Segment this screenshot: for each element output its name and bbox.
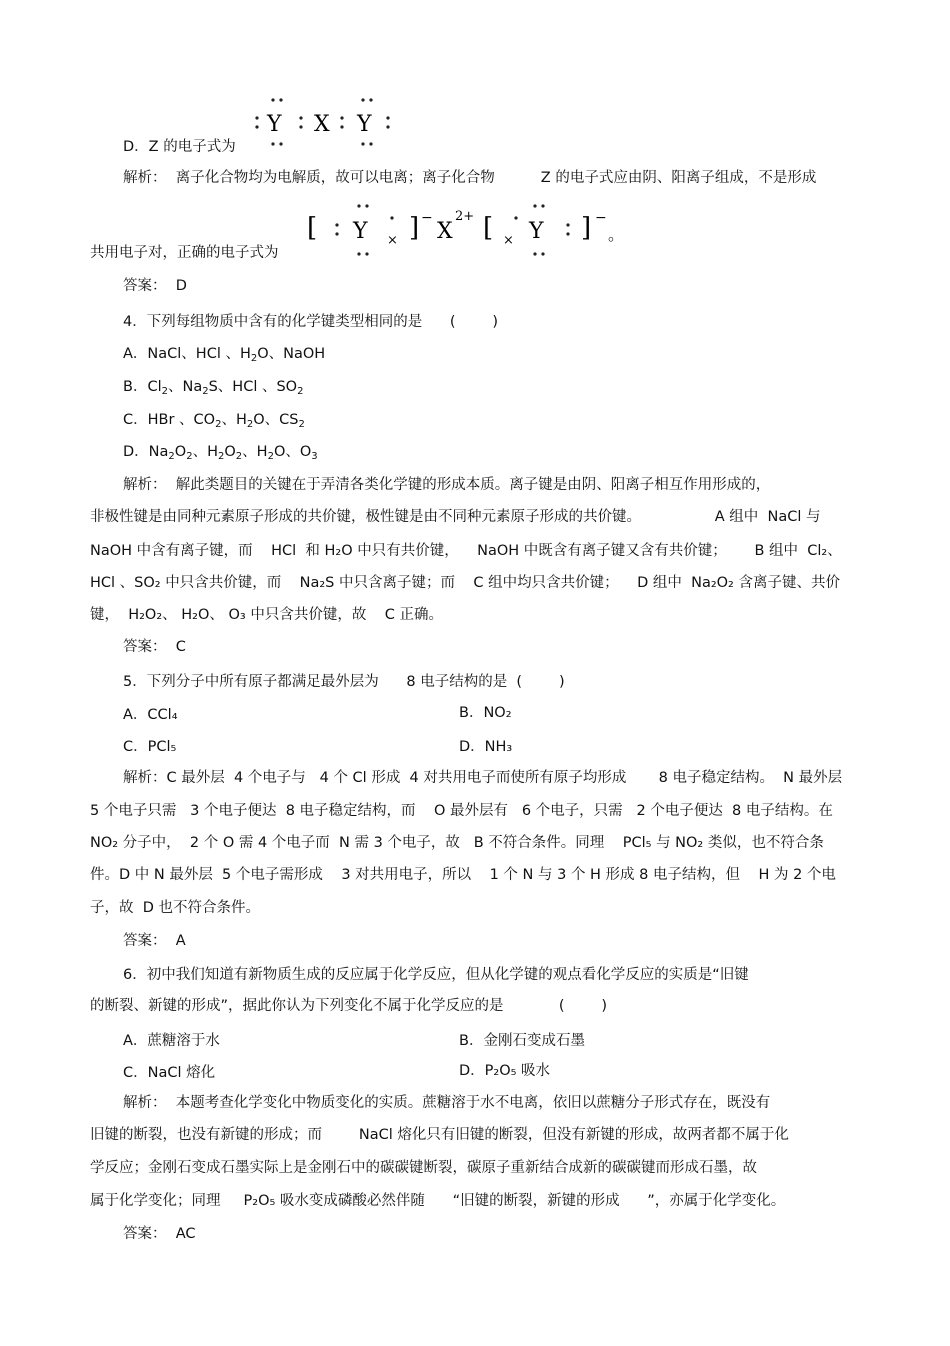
bracket-open-right: [ — [483, 213, 494, 243]
q4-option-c: C．HBr 、$CO_2$、$H_2O$、$CS_2$ — [123, 412, 305, 430]
charge-cation: 2+ — [455, 209, 475, 224]
q5-analysis-line3: NO₂ 分子中， 2 个 O 需 4 个电子而 N 需 3 个电子，故 B 不符合条件。同理 PCl₅ 与 NO₂ 类似，也不符合条 — [90, 835, 824, 851]
q4-analysis-line1: 解析： 解此类题目的关键在于弄清各类化学键的形成本质。离子键是由阴、阳离子相互作用形成的， — [123, 477, 771, 493]
q4-option-d: D．$Na_2O_2$、$H_2O_2$、$H_2O$、$O_3$ — [123, 444, 318, 462]
q6-analysis-line3: 学反应；金刚石变成石墨实际上是金刚石中的碳碳键断裂，碳原子重新结合成新的碳碳键而形成石墨，故 — [90, 1160, 757, 1176]
q4-analysis-line4: HCl 、SO₂ 中只含共价键，而 Na₂S 中只含离子键；而 C 组中均只含共价键； D 组中 Na₂O₂ 含离子键、共价 — [90, 575, 840, 591]
q5-option-a: A．CCl₄ — [123, 707, 178, 723]
q4-stem: 4．下列每组物质中含有的化学键类型相同的是 ( ) — [123, 314, 499, 330]
q6-option-b: B．金刚石变成石墨 — [459, 1033, 585, 1049]
formula-period: 。 — [608, 225, 625, 244]
q4-analysis-line5: 键， H₂O₂、 H₂O、 O₃ 中只含共价键，故 C 正确。 — [90, 607, 444, 623]
q3-option-d: D．Z 的电子式为 — [123, 139, 236, 155]
q6-stem-line2: 的断裂、新键的形成”，据此你认为下列变化不属于化学反应的是 ( ) — [90, 998, 608, 1014]
q4-option-a: A．NaCl、HCl 、$H_2O$、NaOH — [123, 346, 326, 364]
q5-answer: 答案： A — [123, 933, 186, 949]
charge-left: − — [421, 210, 433, 226]
cross-mark-right: × — [503, 233, 514, 248]
q3-analysis-line1: 解析： 离子化合物均为电解质，故可以电离；离子化合物 Z 的电子式应由阴、阳离子组成，不是形成 — [123, 170, 817, 186]
bracket-close-right: ] — [581, 213, 592, 243]
q6-option-a: A．蔗糖溶于水 — [123, 1033, 220, 1049]
q5-stem: 5．下列分子中所有原子都满足最外层为 8 电子结构的是 ( ) — [123, 674, 565, 690]
q6-option-d: D．P₂O₅ 吸水 — [459, 1063, 551, 1079]
formula-x: X — [314, 112, 330, 137]
formula-y-right: Y — [357, 112, 372, 137]
q4-analysis-line2: 非极性键是由同种元素原子形成的共价键，极性键是由不同种元素原子形成的共价键。 A 组中 NaCl 与 — [90, 509, 821, 525]
q5-option-b: B．NO₂ — [459, 705, 512, 721]
formula-y-left: Y — [267, 112, 282, 137]
cross-mark-left: × — [387, 233, 398, 248]
q6-analysis-line4: 属于化学变化；同理 P₂O₅ 吸水变成磷酸必然伴随 “旧键的断裂，新键的形成 ”，亦属于化学变化。 — [90, 1193, 786, 1209]
formula-anion-y-right: Y — [529, 219, 544, 244]
formula-cation-x: X — [437, 219, 453, 244]
charge-right: − — [595, 210, 607, 226]
q6-analysis-line2: 旧键的断裂，也没有新键的形成；而 NaCl 熔化只有旧键的断裂，但没有新键的形成，故两者都不属于化 — [90, 1127, 789, 1143]
q5-analysis-line2: 5 个电子只需 3 个电子便达 8 电子稳定结构，而 O 最外层有 6 个电子，只需 2 个电子便达 8 电子结构。在 — [90, 803, 833, 819]
formula-anion-y-left: Y — [353, 219, 368, 244]
q5-analysis-line1: 解析：C 最外层 4 个电子与 4 个 Cl 形成 4 对共用电子而使所有原子均形成 8 电子稳定结构。 N 最外层 — [123, 770, 843, 786]
q6-analysis-line1: 解析： 本题考查化学变化中物质变化的实质。蔗糖溶于水不电离，依旧以蔗糖分子形式存在，既没有 — [123, 1095, 771, 1111]
electron-formula-correct — [305, 192, 635, 262]
bracket-open-left: [ — [307, 213, 318, 243]
q4-option-b: B．$Cl_2$、$Na_2S$、HCl 、$SO_2$ — [123, 379, 304, 397]
q6-stem-line1: 6．初中我们知道有新物质生成的反应属于化学反应，但从化学键的观点看化学反应的实质是“旧键 — [123, 967, 749, 983]
q4-answer: 答案： C — [123, 639, 186, 655]
q5-analysis-line4: 件。D 中 N 最外层 5 个电子需形成 3 对共用电子，所以 1 个 N 与 3 个 H 形成 8 电子结构，但 H 为 2 个电 — [90, 867, 836, 883]
bracket-close-left: ] — [409, 213, 420, 243]
q5-option-c: C．PCl₅ — [123, 739, 177, 755]
q5-analysis-line5: 子，故 D 也不符合条件。 — [90, 900, 260, 916]
electron-formula-z — [245, 92, 405, 152]
q6-option-c: C．NaCl 熔化 — [123, 1065, 216, 1081]
q3-analysis-line2: 共用电子对，正确的电子式为 — [90, 245, 279, 261]
q3-answer: 答案： D — [123, 278, 187, 294]
q4-analysis-line3: NaOH 中含有离子键，而 HCl 和 H₂O 中只有共价键， NaOH 中既含有离子键又含有共价键； B 组中 Cl₂、 — [90, 543, 842, 559]
q5-option-d: D．NH₃ — [459, 739, 513, 755]
q6-answer: 答案： AC — [123, 1226, 196, 1242]
